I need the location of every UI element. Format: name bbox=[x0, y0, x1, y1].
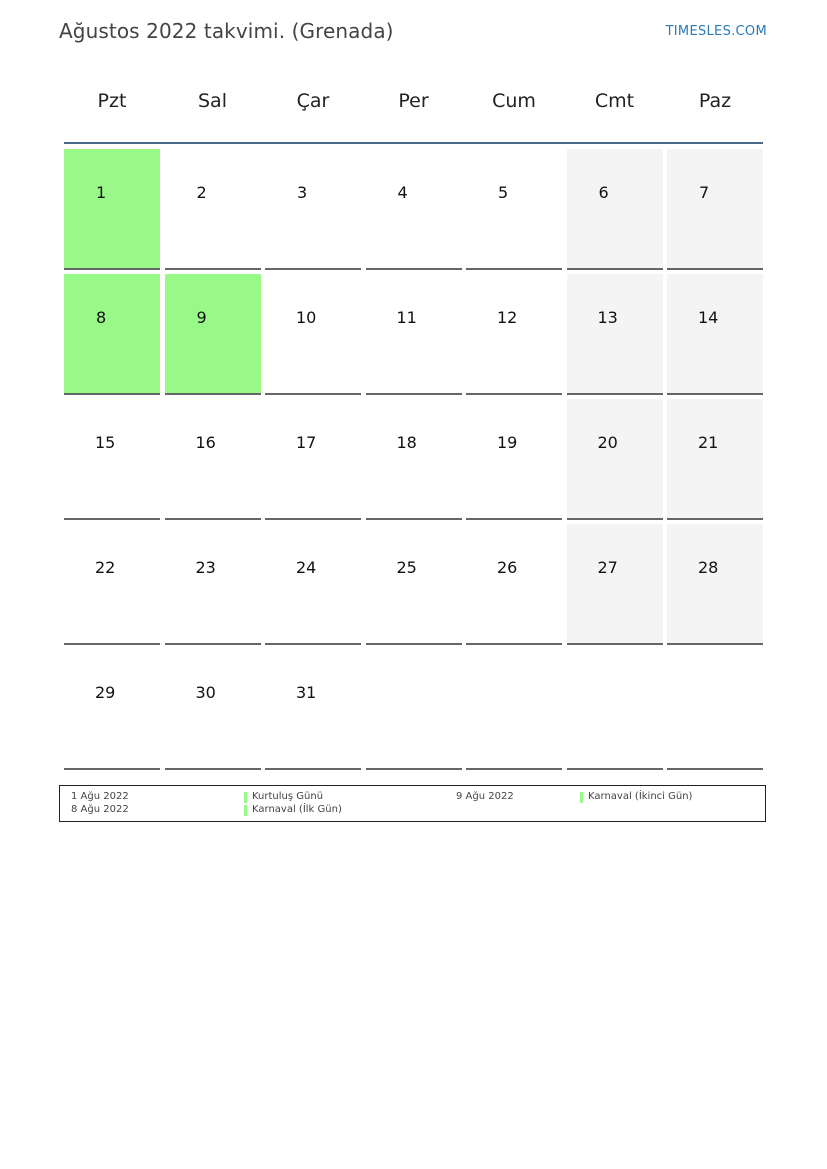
day-number: 9 bbox=[196, 308, 207, 327]
calendar-day[interactable] bbox=[567, 274, 663, 395]
day-number: 6 bbox=[598, 183, 609, 202]
calendar-day-holiday[interactable] bbox=[64, 274, 160, 395]
calendar-day[interactable] bbox=[265, 524, 361, 645]
weekday-label: Sal bbox=[198, 90, 227, 112]
day-number: 15 bbox=[95, 433, 116, 452]
day-number: 3 bbox=[297, 183, 308, 202]
calendar-day[interactable] bbox=[567, 149, 663, 270]
weekday-label: Per bbox=[398, 90, 429, 112]
legend-date: 9 Ağu 2022 bbox=[456, 791, 514, 802]
weekday-label: Cmt bbox=[594, 90, 635, 112]
calendar-week-row bbox=[64, 524, 763, 645]
legend-holiday-name: Kurtuluş Günü bbox=[252, 791, 324, 802]
calendar-day-holiday[interactable] bbox=[64, 149, 160, 270]
day-number: 26 bbox=[497, 558, 518, 577]
legend-date: 8 Ağu 2022 bbox=[71, 804, 129, 815]
calendar-week-row bbox=[64, 649, 763, 770]
calendar-day[interactable] bbox=[265, 399, 361, 520]
calendar-day[interactable] bbox=[466, 524, 562, 645]
calendar-day[interactable] bbox=[667, 274, 763, 395]
calendar-day[interactable] bbox=[165, 649, 261, 770]
day-number: 19 bbox=[497, 433, 518, 452]
day-number: 8 bbox=[96, 308, 107, 327]
header-divider bbox=[64, 142, 763, 144]
day-number: 21 bbox=[698, 433, 719, 452]
day-number: 30 bbox=[195, 683, 216, 702]
calendar-day[interactable] bbox=[366, 274, 462, 395]
day-number: 23 bbox=[195, 558, 216, 577]
day-number: 24 bbox=[296, 558, 317, 577]
holiday-color-marker bbox=[580, 792, 583, 803]
calendar-day[interactable] bbox=[265, 649, 361, 770]
calendar-day[interactable] bbox=[366, 399, 462, 520]
calendar-day[interactable] bbox=[366, 524, 462, 645]
day-number: 16 bbox=[195, 433, 216, 452]
day-number: 12 bbox=[497, 308, 518, 327]
holiday-color-marker bbox=[244, 805, 247, 816]
day-number: 10 bbox=[296, 308, 317, 327]
calendar-day[interactable] bbox=[64, 524, 160, 645]
day-number: 17 bbox=[296, 433, 317, 452]
calendar-day[interactable] bbox=[64, 649, 160, 770]
calendar-day[interactable] bbox=[265, 149, 361, 270]
calendar-week-row bbox=[64, 274, 763, 395]
day-number: 2 bbox=[196, 183, 207, 202]
calendar-day bbox=[366, 649, 462, 770]
day-number: 5 bbox=[498, 183, 509, 202]
day-number: 4 bbox=[397, 183, 408, 202]
calendar-day[interactable] bbox=[667, 149, 763, 270]
day-number: 14 bbox=[698, 308, 719, 327]
calendar-day[interactable] bbox=[165, 399, 261, 520]
day-number: 1 bbox=[96, 183, 107, 202]
calendar-day[interactable] bbox=[165, 149, 261, 270]
legend-date: 1 Ağu 2022 bbox=[71, 791, 129, 802]
calendar-day bbox=[567, 649, 663, 770]
calendar-day[interactable] bbox=[366, 149, 462, 270]
holiday-color-marker bbox=[244, 792, 247, 803]
weekday-label: Çar bbox=[296, 90, 330, 112]
calendar-day[interactable] bbox=[64, 399, 160, 520]
weekday-label: Cum bbox=[492, 90, 536, 112]
day-number: 29 bbox=[95, 683, 116, 702]
calendar-week-row bbox=[64, 399, 763, 520]
day-number: 18 bbox=[396, 433, 417, 452]
day-number: 7 bbox=[699, 183, 710, 202]
calendar-day[interactable] bbox=[567, 524, 663, 645]
day-number: 31 bbox=[296, 683, 317, 702]
day-number: 22 bbox=[95, 558, 116, 577]
day-number: 11 bbox=[396, 308, 417, 327]
day-number: 27 bbox=[597, 558, 618, 577]
day-number: 28 bbox=[698, 558, 719, 577]
weekday-label: Pzt bbox=[97, 90, 127, 112]
calendar-day[interactable] bbox=[667, 524, 763, 645]
day-number: 13 bbox=[597, 308, 618, 327]
calendar-day bbox=[466, 649, 562, 770]
calendar-grid bbox=[64, 149, 763, 774]
holiday-legend bbox=[59, 785, 766, 822]
weekday-header bbox=[64, 90, 763, 112]
day-number: 25 bbox=[396, 558, 417, 577]
calendar-day[interactable] bbox=[466, 274, 562, 395]
legend-holiday-name: Karnaval (İkinci Gün) bbox=[588, 791, 693, 802]
calendar-day[interactable] bbox=[466, 149, 562, 270]
calendar-day bbox=[667, 649, 763, 770]
calendar-day[interactable] bbox=[667, 399, 763, 520]
page-title: Ağustos 2022 takvimi. (Grenada) bbox=[59, 19, 394, 43]
calendar-day[interactable] bbox=[265, 274, 361, 395]
calendar-day-holiday[interactable] bbox=[165, 274, 261, 395]
day-number: 20 bbox=[597, 433, 618, 452]
calendar-day[interactable] bbox=[567, 399, 663, 520]
calendar-day[interactable] bbox=[466, 399, 562, 520]
brand-link[interactable]: TIMESLES.COM bbox=[665, 24, 767, 39]
legend-holiday-name: Karnaval (İlk Gün) bbox=[252, 804, 342, 815]
calendar-week-row bbox=[64, 149, 763, 270]
calendar-day[interactable] bbox=[165, 524, 261, 645]
weekday-label: Paz bbox=[698, 90, 732, 112]
